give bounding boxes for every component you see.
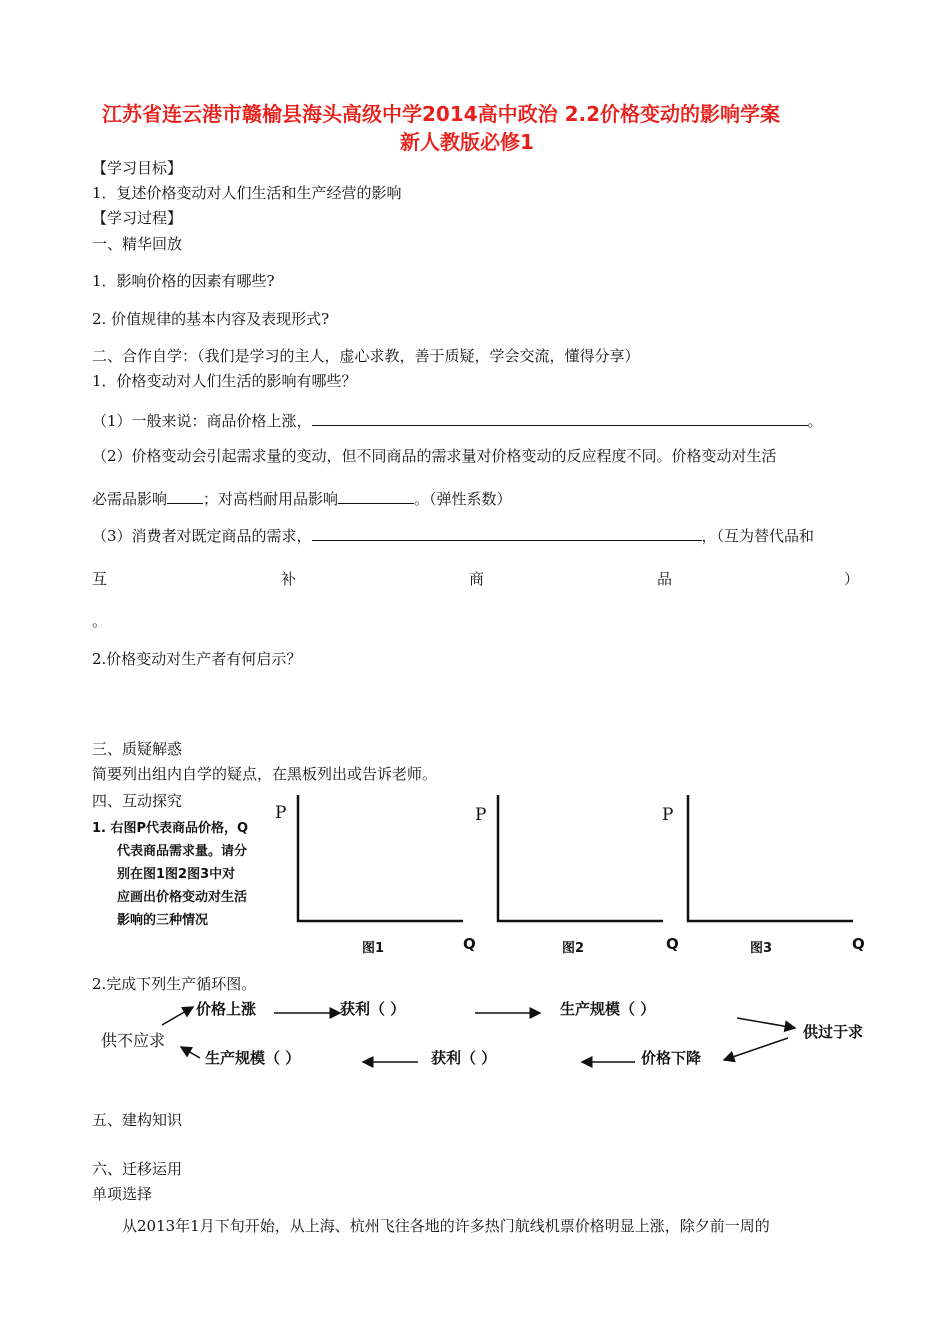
self-study-heading: 二、合作自学：（我们是学习的主人，虚心求教，善于质疑，学会交流，懂得分享） (92, 347, 640, 365)
process-heading: 【学习过程】 (92, 209, 183, 227)
item-3-char-3: 商 (469, 570, 485, 588)
item-3-char-1: 互 (92, 570, 108, 588)
graph-2-p-label: P (475, 805, 487, 825)
page-title-line1: 江苏省连云港市赣榆县海头高级中学2014高中政治 2.2价格变动的影响学案 (102, 102, 781, 126)
item-2-text-a: 必需品影响 (92, 490, 168, 508)
explore-heading: 四、互动探究 (92, 792, 183, 810)
apply-paragraph: 从2013年1月下旬开始，从上海、杭州飞往各地的许多热门航线机票价格明显上涨，除夕前一周的 (122, 1217, 770, 1235)
goal-1: 1．复述价格变动对人们生活和生产经营的影响 (92, 184, 402, 202)
apply-heading: 六、迁移运用 (92, 1160, 183, 1178)
doubt-text: 简要列出组内自学的疑点，在黑板列出或告诉老师。 (92, 765, 438, 783)
cycle-scale-top: 生产规模（ ） (560, 1000, 656, 1018)
page-title-line2: 新人教版必修1 (400, 130, 534, 154)
build-heading: 五、建构知识 (92, 1111, 183, 1129)
graph-3-caption: 图3 (750, 941, 773, 956)
arrow-undersupply-to-price-up (162, 1007, 193, 1025)
explore-q1-line3: 别在图1图2图3中对 (117, 867, 236, 882)
graph-2-caption: 图2 (562, 941, 585, 956)
review-heading: 一、精华回放 (92, 235, 183, 253)
item-3-char-4: 品 (657, 570, 673, 588)
graph-3-p-label: P (662, 805, 674, 825)
arrow-oversupply-to-price-down (724, 1038, 788, 1060)
item-2-line1: （2）价格变动会引起需求量的变动，但不同商品的需求量对价格变动的反应程度不同。价格变动对生活 (92, 447, 777, 465)
item-2-text-c: 。（弹性系数） (414, 490, 512, 508)
review-question-1: 1．影响价格的因素有哪些? (92, 272, 275, 290)
explore-q1-line1: 1. 右图P代表商品价格，Q (92, 821, 249, 836)
arrow-scale-to-oversupply (737, 1018, 795, 1028)
graph-1-caption: 图1 (362, 941, 385, 956)
graph-3-q-label: Q (852, 935, 865, 953)
graph-1-p-label: P (275, 803, 287, 823)
item-2-text-b: ；对高档耐用品影响 (203, 490, 339, 508)
doubt-heading: 三、质疑解惑 (92, 740, 183, 758)
item-1-prefix: （1）一般来说：商品价格上涨， (92, 412, 312, 430)
explore-q1-line5: 影响的三种情况 (117, 913, 209, 928)
explore-q1-line4: 应画出价格变动对生活 (117, 890, 248, 905)
item-3-end: 。 (92, 612, 108, 630)
cycle-supply-over: 供过于求 (803, 1023, 864, 1041)
graph-2-q-label: Q (666, 935, 679, 953)
cycle-price-up: 价格上涨 (196, 1000, 257, 1018)
item-3-char-2: 补 (281, 570, 297, 588)
item-3-suffix: ，（互为替代品和 (701, 527, 815, 545)
explore-question-2: 2.完成下列生产循环图。 (92, 975, 257, 993)
arrow-scale-to-undersupply (181, 1047, 200, 1058)
cycle-profit-bottom: 获利（ ） (431, 1049, 497, 1067)
review-question-2: 2. 价值规律的基本内容及表现形式? (92, 310, 330, 328)
item-3-prefix: （3）消费者对既定商品的需求， (92, 527, 312, 545)
explore-q1-line2: 代表商品需求量。请分 (117, 844, 248, 859)
cycle-profit-top: 获利（ ） (340, 1000, 406, 1018)
self-question-1: 1．价格变动对人们生活的影响有哪些？ (92, 372, 357, 390)
item-1-suffix: 。 (807, 412, 823, 430)
apply-subheading: 单项选择 (92, 1185, 153, 1203)
cycle-price-down: 价格下降 (641, 1049, 702, 1067)
cycle-scale-bottom: 生产规模（ ） (205, 1049, 301, 1067)
graph-1-q-label: Q (463, 935, 476, 953)
item-3-char-5: ） (844, 570, 860, 588)
self-question-2: 2.价格变动对生产者有何启示？ (92, 650, 302, 668)
goals-heading: 【学习目标】 (92, 159, 183, 177)
cycle-supply-under: 供不应求 (101, 1031, 166, 1050)
